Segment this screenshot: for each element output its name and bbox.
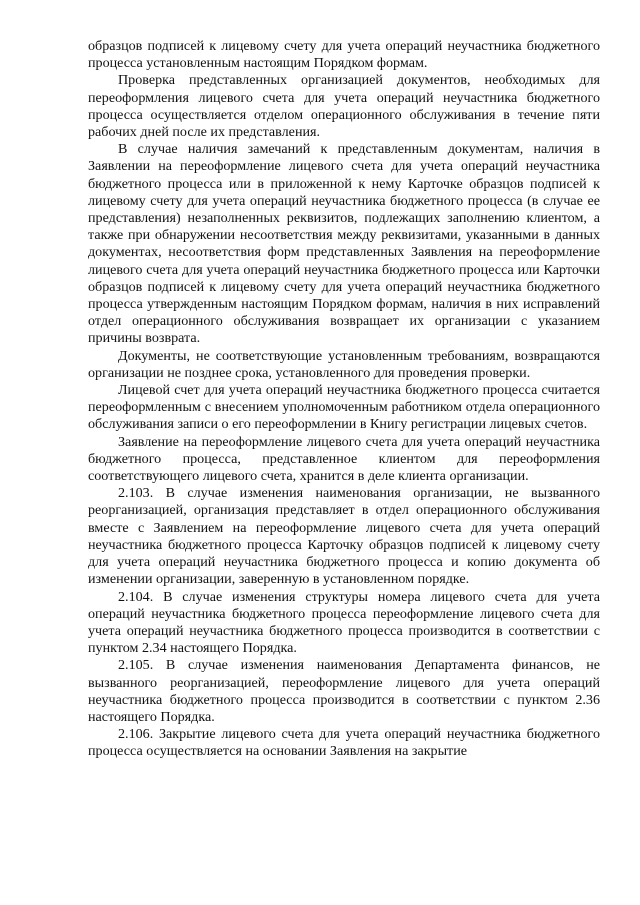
paragraph-continued: образцов подписей к лицевому счету для учета операций неучастника бюджетного процесса установленным настоящим Порядком формам. <box>88 38 600 72</box>
paragraph-application-stored: Заявление на переоформление лицевого счета для учета операций неучастника бюджетного процесса, представленное клиентом для переоформления соответствующего лицевого счета, хранится в деле клиента организации. <box>88 433 600 485</box>
paragraph-remarks-return: В случае наличия замечаний к представленным документам, наличия в Заявлении на переоформление лицевого счета для учета операций неучастника бюджетного процесса или в приложенной к нему Карточке образцов подписей к лицевому счету для учета операций неучастника бюджетного процесса (в случае ее представления) незаполненных реквизитов, подлежащих заполнению клиентом, а также при обнаружении несоответствия между реквизитами, указанными в данных документах, несоответствия форм представленных Заявления на переоформление лицевого счета для учета операций неучастника бюджетного процесса или Карточки образцов подписей к лицевому счету для учета операций неучастника бюджетного процесса утвержденным настоящим Порядком формам, наличия в них исправлений отдел операционного обслуживания возвращает их организации с указанием причины возврата. <box>88 141 600 347</box>
paragraph-nonconforming-documents: Документы, не соответствующие установленным требованиям, возвращаются организации не позднее срока, установленного для проведения проверки. <box>88 347 600 381</box>
paragraph-2-104: 2.104. В случае изменения структуры номера лицевого счета для учета операций неучастника бюджетного процесса переоформление лицевого счета для учета операций неучастника бюджетного процесса производится в соответствии с пунктом 2.34 настоящего Порядка. <box>88 588 600 657</box>
paragraph-document-check: Проверка представленных организацией документов, необходимых для переоформления лицевого счета для учета операций неучастника бюджетного процесса осуществляется отделом операционного обслуживания в течение пяти рабочих дней после их представления. <box>88 72 600 141</box>
paragraph-2-105: 2.105. В случае изменения наименования Департамента финансов, не вызванного реорганизацией, переоформление лицевого для учета операций неучастника бюджетного процесса производится в соответствии с пунктом 2.36 настоящего Порядка. <box>88 657 600 725</box>
paragraph-account-reissued: Лицевой счет для учета операций неучастника бюджетного процесса считается переоформленным с внесением уполномоченным работником отдела операционного обслуживания записи о его переоформлении в Книгу регистрации лицевых счетов. <box>88 382 600 433</box>
document-page <box>88 38 600 761</box>
paragraph-2-103: 2.103. В случае изменения наименования организации, не вызванного реорганизацией, организация представляет в отдел операционного обслуживания вместе с Заявлением на переоформление лицевого счета для учета операций неучастника бюджетного процесса Карточку образцов подписей к лицевому счету для учета операций неучастника бюджетного процесса и копию документа об изменении организации, заверенную в установленном порядке. <box>88 485 600 588</box>
paragraph-2-106: 2.106. Закрытие лицевого счета для учета операций неучастника бюджетного процесса осуществляется на основании Заявления на закрытие <box>88 726 600 760</box>
